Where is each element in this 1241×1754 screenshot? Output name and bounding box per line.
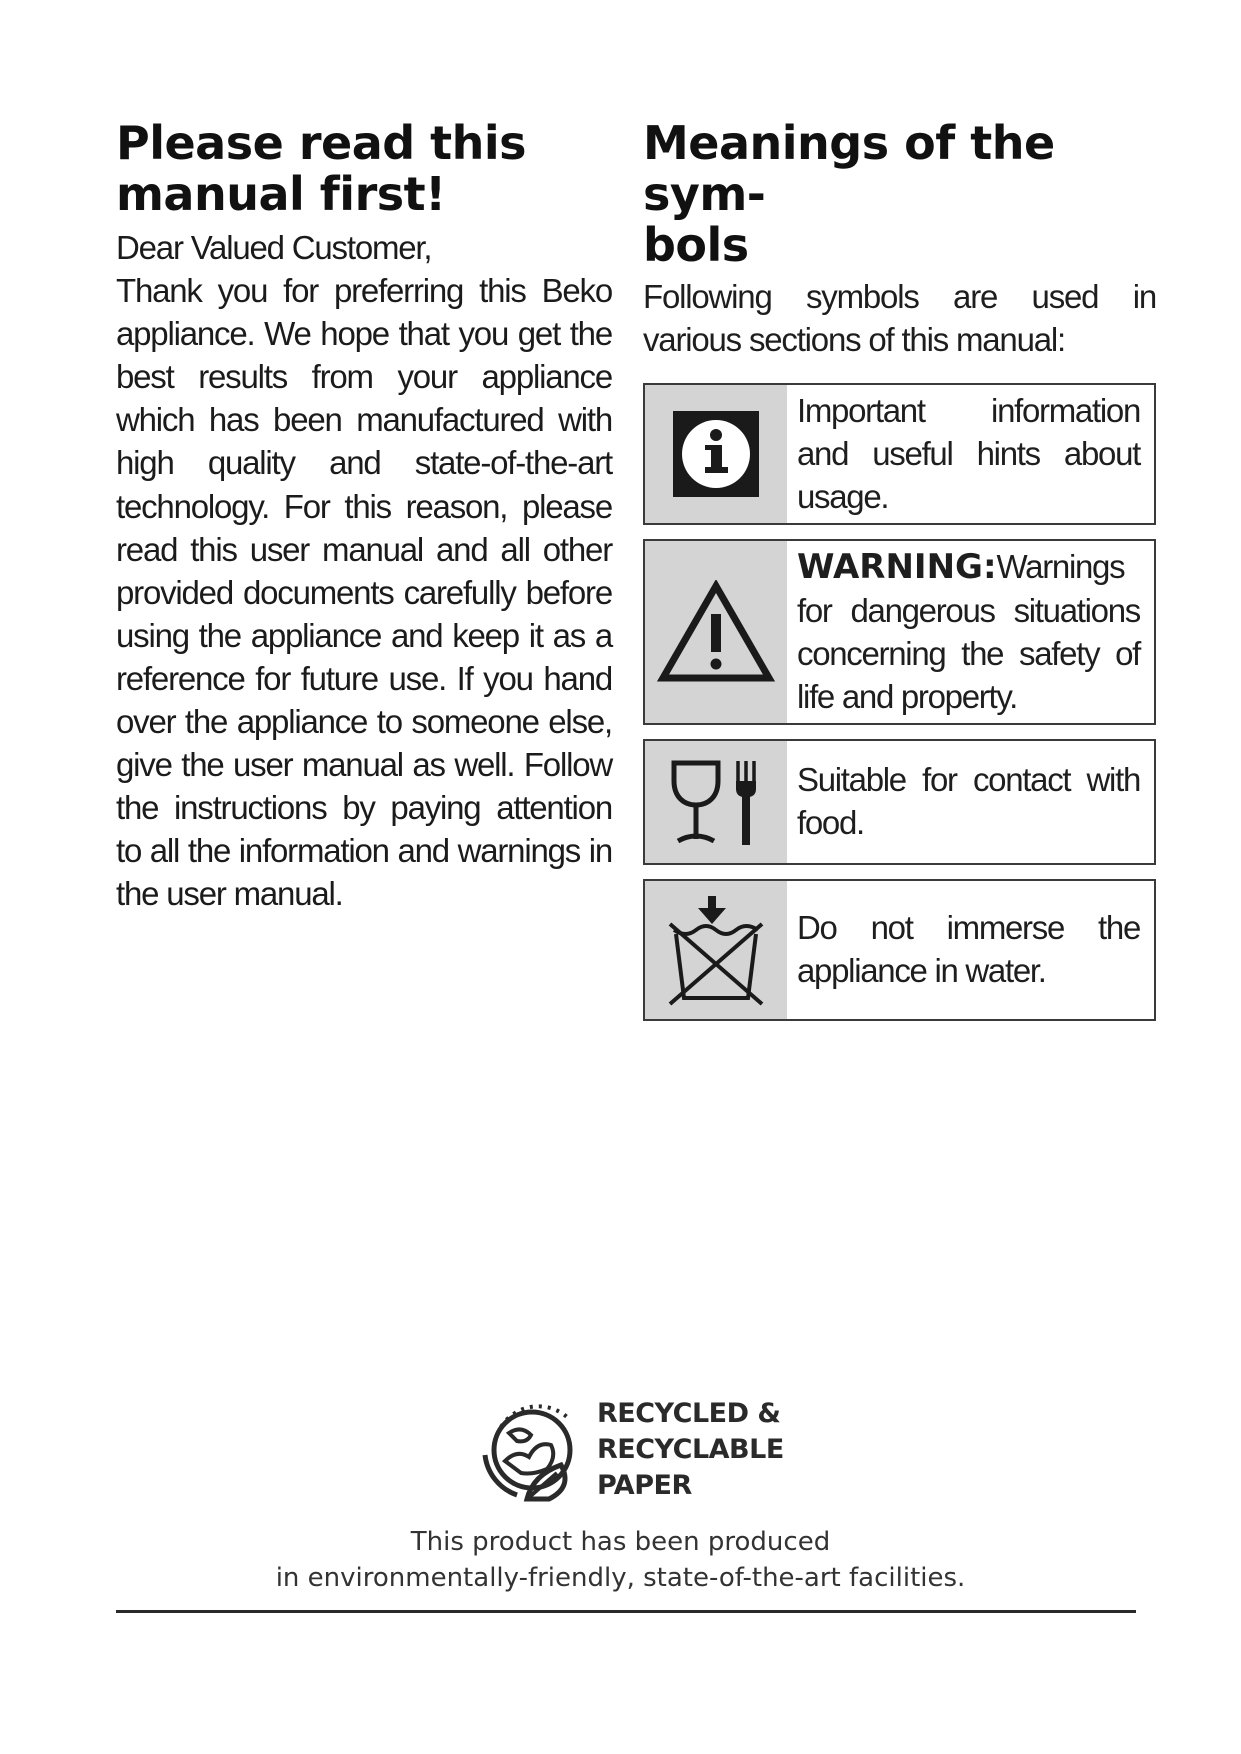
food-contact-icon bbox=[645, 741, 787, 863]
title-line: bols bbox=[643, 218, 749, 272]
note-line: in environmentally-friendly, state-of-the-art facilities. bbox=[275, 1563, 966, 1593]
logo-line: RECYCLED & bbox=[597, 1398, 781, 1429]
symbols-table bbox=[643, 383, 1156, 1021]
greeting: Dear Valued Customer, bbox=[116, 229, 432, 266]
symbols-column bbox=[643, 118, 1156, 1035]
note-line: This product has been produced bbox=[410, 1527, 831, 1557]
intro-paragraph: Thank you for preferring this Beko appliance. We hope that you get the best results from your appliance which has been manufactured with high quality and state-of-the-art technology. For this reason, please read this user manual and all other provided documents carefully before using the appliance and keep it as a reference for future use. If you hand over the appliance to someone else, give the user manual as well. Follow the instructions by paying attention to all the information and warnings in the user manual. bbox=[116, 272, 612, 913]
environment-note bbox=[0, 1524, 1241, 1596]
symbol-row-warning bbox=[643, 539, 1156, 725]
footer-divider bbox=[116, 1610, 1136, 1613]
warning-label: WARNING: bbox=[797, 546, 997, 587]
warning-text: Warnings for dangerous situations concerning the safety of life and property. bbox=[797, 547, 1140, 715]
intro-column bbox=[116, 118, 612, 916]
logo-line: RECYCLABLE bbox=[597, 1434, 784, 1465]
title-line: Please read this bbox=[116, 116, 527, 170]
logo-line: PAPER bbox=[597, 1470, 692, 1501]
recycled-paper-logo bbox=[477, 1395, 784, 1505]
page-title bbox=[116, 118, 612, 220]
symbol-description: Suitable for contact with food. bbox=[797, 761, 1140, 841]
symbol-row-info bbox=[643, 383, 1156, 525]
recycled-paper-icon bbox=[477, 1395, 587, 1505]
do-not-immerse-icon bbox=[645, 881, 787, 1019]
logo-text bbox=[597, 1396, 784, 1504]
title-line: Meanings of the sym- bbox=[643, 116, 1055, 221]
symbol-description: Do not immerse the appliance in water. bbox=[797, 909, 1140, 989]
intro-text bbox=[116, 226, 612, 916]
symbols-intro: Following symbols are used in various sections of this manual: bbox=[643, 278, 1156, 358]
info-icon bbox=[645, 385, 787, 523]
title-line: manual first! bbox=[116, 167, 446, 221]
symbol-description bbox=[787, 541, 1154, 723]
symbol-row-food bbox=[643, 739, 1156, 865]
symbol-row-immerse bbox=[643, 879, 1156, 1021]
symbol-description: Important information and useful hints about usage. bbox=[797, 391, 1140, 515]
symbols-title bbox=[643, 118, 1156, 271]
warning-triangle-icon bbox=[645, 541, 787, 723]
